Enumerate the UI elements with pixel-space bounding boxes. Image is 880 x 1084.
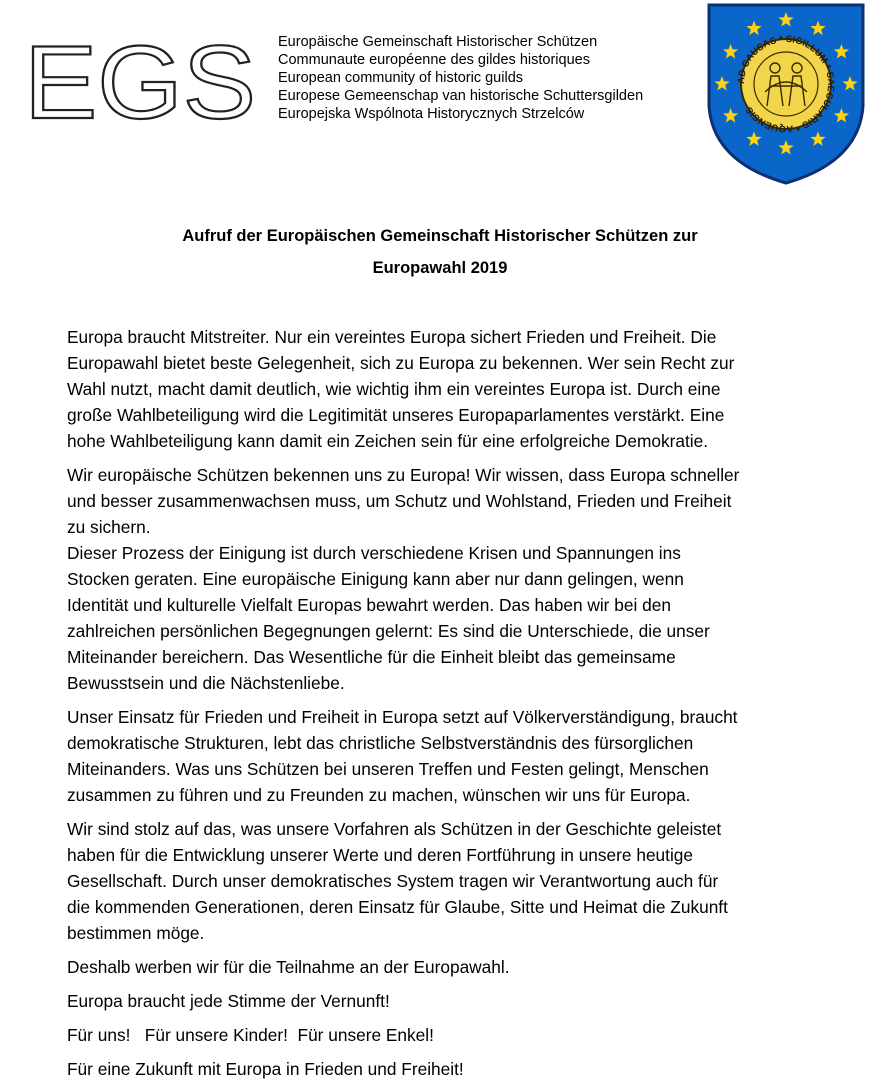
paragraph: Europa braucht jede Stimme der Vernunft! [67, 991, 390, 1011]
paragraph: Für eine Zukunft mit Europa in Frieden und Freiheit! [67, 1059, 464, 1079]
title-line-2: Europawahl 2019 [372, 259, 508, 277]
text-line: demokratische Strukturen, lebt das christliche Selbstverständnis des fürsorglichen [67, 733, 694, 753]
org-name-de: Europäische Gemeinschaft Historischer Schützen [278, 34, 598, 50]
document-title [0, 220, 880, 284]
text-line: Wir sind stolz auf das, was unsere Vorfahren als Schützen in der Geschichte geleistet [67, 819, 722, 839]
paragraph: Deshalb werben wir für die Teilnahme an der Europawahl. [67, 957, 510, 977]
org-name-fr: Communaute européenne des gildes historiques [278, 52, 590, 68]
text-line: zahlreichen persönlichen Begegnungen gelernt: Es sind die Unterschiede, die unser [67, 621, 710, 641]
crest-emblem [705, 2, 867, 186]
text-line: die kommenden Generationen, deren Einsatz für Glaube, Sitte und Heimat die Zukunft [67, 897, 728, 917]
paragraph [67, 704, 857, 808]
paragraph [67, 462, 857, 540]
organization-names [278, 33, 643, 123]
text-line: hohe Wahlbeteiligung kann damit ein Zeichen sein für eine erfolgreiche Demokratie. [67, 431, 709, 451]
text-line: Europa braucht Mitstreiter. Nur ein vereintes Europa sichert Frieden und Freiheit. Die [67, 327, 717, 347]
org-name-en: European community of historic guilds [278, 70, 524, 86]
text-line: Dieser Prozess der Einigung ist durch verschiedene Krisen und Spannungen ins [67, 543, 681, 563]
egs-logo-text: EGS [24, 36, 256, 124]
text-line: zu sichern. [67, 517, 151, 537]
text-line: Gesellschaft. Durch unser demokratisches System tragen wir Verantwortung auch für [67, 871, 719, 891]
text-line: Europawahl bietet beste Gelegenheit, sich zu Europa zu bekennen. Wer sein Recht zur [67, 353, 735, 373]
text-line: bestimmen möge. [67, 923, 205, 943]
text-line: Stocken geraten. Eine europäische Einigung kann aber nur dann gelingen, wenn [67, 569, 684, 589]
org-name-pl: Europejska Wspólnota Historycznych Strzelców [278, 106, 585, 122]
text-line: Miteinanders. Was uns Schützen bei unseren Treffen und Festen gelingt, Menschen [67, 759, 709, 779]
org-name-nl: Europese Gemeenschap van historische Schuttersgilden [278, 88, 644, 104]
text-line: große Wahlbeteiligung wird die Legitimität unseres Europaparlamentes verstärkt. Eine [67, 405, 725, 425]
text-line: Miteinander bereichern. Das Wesentliche für die Einheit bleibt das gemeinsame [67, 647, 676, 667]
text-line: Wahl nutzt, macht damit deutlich, wie wichtig ihm ein vereintes Europa ist. Durch eine [67, 379, 721, 399]
text-line: Identität und kulturelle Vielfalt Europas bewahrt werden. Das haben wir bei den [67, 595, 671, 615]
title-line-1: Aufruf der Europäischen Gemeinschaft Historischer Schützen zur [182, 227, 698, 245]
text-line: zusammen zu führen und zu Freunden zu machen, wünschen wir uns für Europa. [67, 785, 691, 805]
text-line: Unser Einsatz für Frieden und Freiheit in Europa setzt auf Völkerverständigung, braucht [67, 707, 738, 727]
crest-seal-text: AD CAUSAS * SIGILLUM * SAECULARIS * AQUENSIS [735, 33, 837, 135]
egs-logo [22, 36, 258, 124]
text-line: Bewusstsein und die Nächstenliebe. [67, 673, 345, 693]
paragraph [67, 816, 857, 946]
text-line: und besser zusammenwachsen muss, um Schutz und Wohlstand, Frieden und Freiheit [67, 491, 732, 511]
document-body [67, 324, 857, 1082]
paragraph [67, 540, 857, 696]
text-line: haben für die Entwicklung unserer Werte und deren Fortführung in unsere heutige [67, 845, 694, 865]
paragraph [67, 324, 857, 454]
paragraph: Für uns! Für unsere Kinder! Für unsere Enkel! [67, 1025, 434, 1045]
text-line: Wir europäische Schützen bekennen uns zu Europa! Wir wissen, dass Europa schneller [67, 465, 740, 485]
